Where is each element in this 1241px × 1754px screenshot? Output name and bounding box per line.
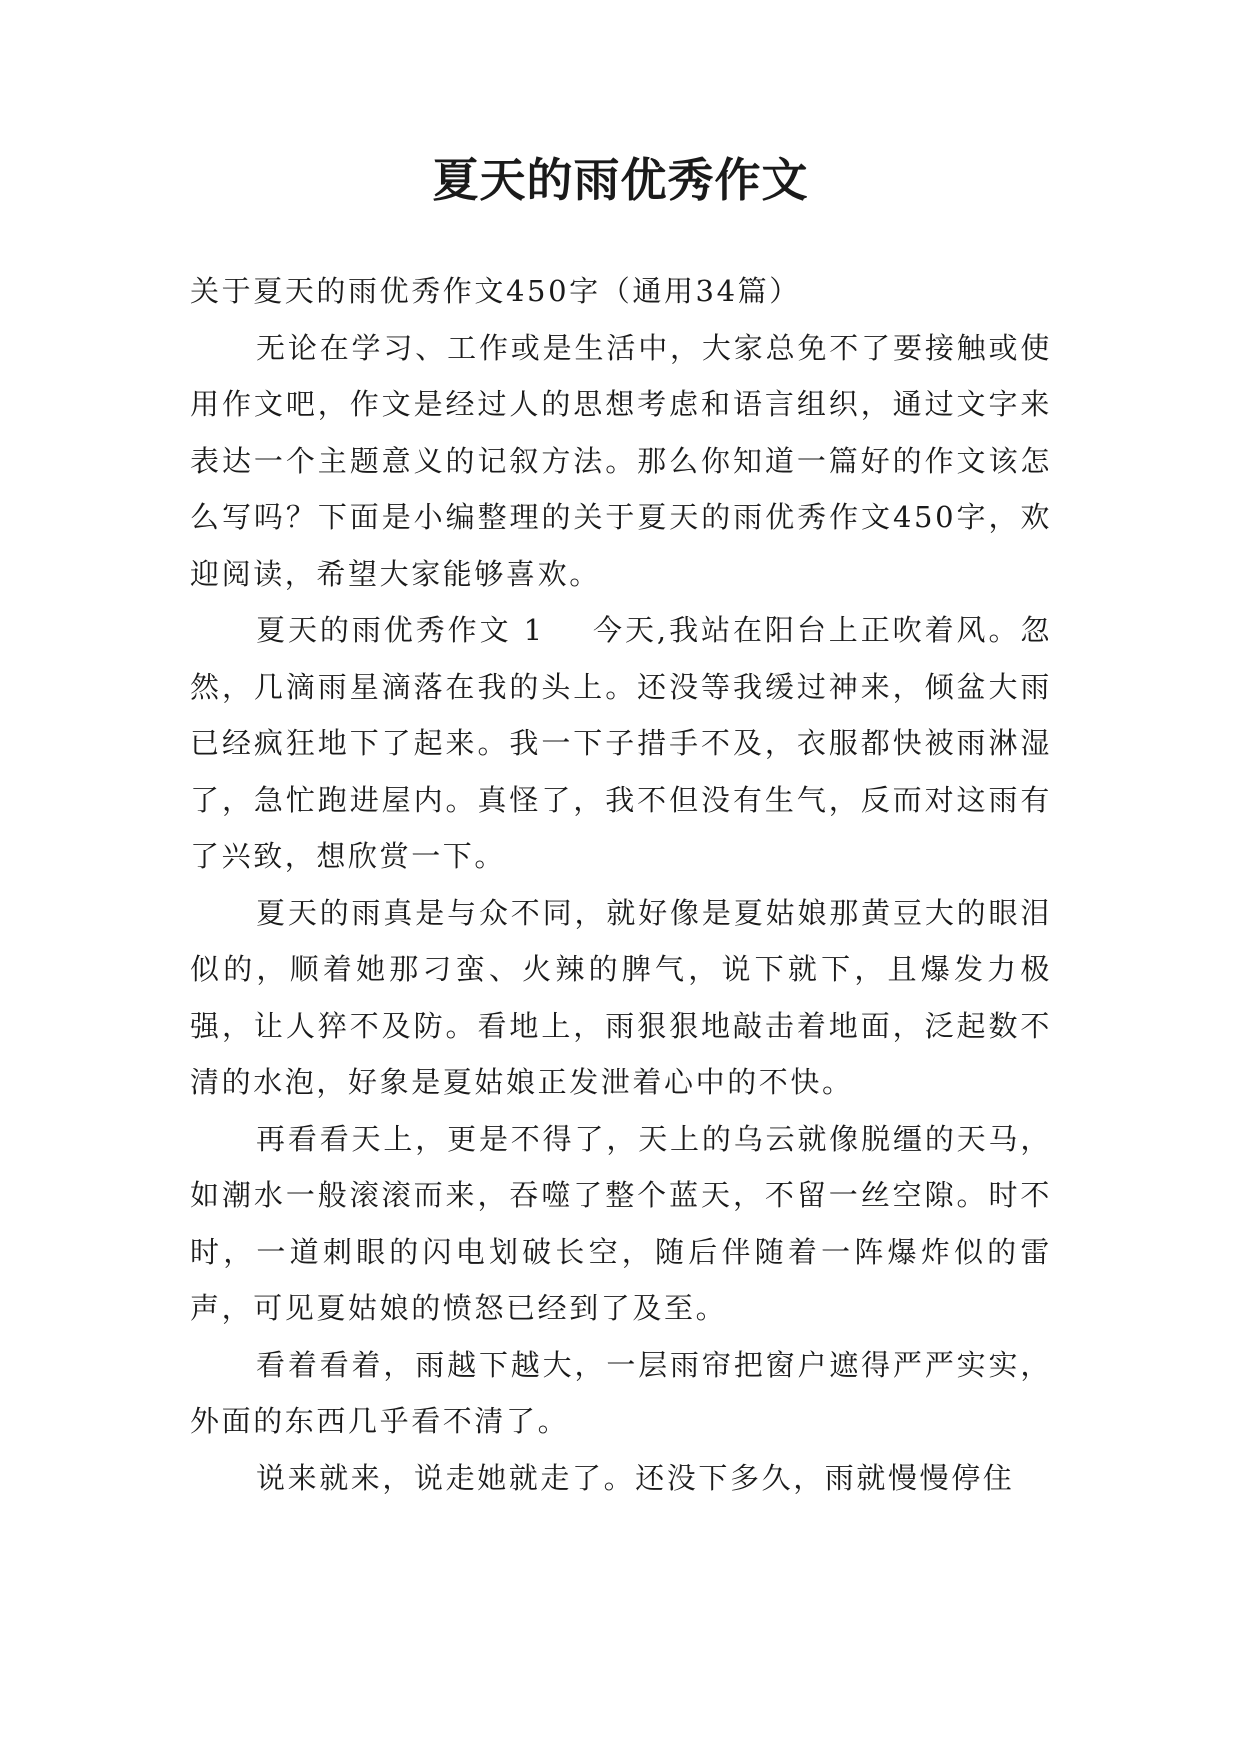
essay-paragraph: 再看看天上，更是不得了，天上的乌云就像脱缰的天马，如潮水一般滚滚而来，吞噬了整个蓝天，不留一丝空隙。时不时，一道刺眼的闪电划破长空，随后伴随着一阵爆炸似的雷声，可见夏姑娘的愤怒已经到了及至。 <box>190 1121 1052 1325</box>
essay-1-first-paragraph: 今天,我站在阳台上正吹着风。忽然，几滴雨星滴落在我的头上。还没等我缓过神来，倾盆大雨已经疯狂地下了起来。我一下子措手不及，衣服都快被雨淋湿了，急忙跑进屋内。真怪了，我不但没有生气，反而对这雨有了兴致，想欣赏一下。 <box>190 613 1053 873</box>
essay-paragraph: 说来就来，说走她就走了。还没下多久，雨就慢慢停住 <box>256 1460 1015 1495</box>
document-subtitle: 关于夏天的雨优秀作文450字（通用34篇） <box>190 274 801 308</box>
document-body <box>190 263 1052 1506</box>
document-title: 夏天的雨优秀作文 <box>432 153 809 207</box>
essay-paragraph: 夏天的雨真是与众不同，就好像是夏姑娘那黄豆大的眼泪似的，顺着她那刁蛮、火辣的脾气，说下就下，且爆发力极强，让人猝不及防。看地上，雨狠狠地敲击着地面，泛起数不清的水泡，好象是夏姑娘正发泄着心中的不快。 <box>190 895 1052 1099</box>
essay-1-heading: 夏天的雨优秀作文 1 <box>256 613 545 647</box>
intro-paragraph: 无论在学习、工作或是生活中，大家总免不了要接触或使用作文吧，作文是经过人的思想考虑和语言组织，通过文字来表达一个主题意义的记叙方法。那么你知道一篇好的作文该怎么写吗？下面是小编整理的关于夏天的雨优秀作文450字，欢迎阅读，希望大家能够喜欢。 <box>190 330 1052 591</box>
essay-1-opening-paragraph <box>190 602 1052 885</box>
essay-paragraph: 看着看着，雨越下越大，一层雨帘把窗户遮得严严实实，外面的东西几乎看不清了。 <box>190 1347 1052 1438</box>
